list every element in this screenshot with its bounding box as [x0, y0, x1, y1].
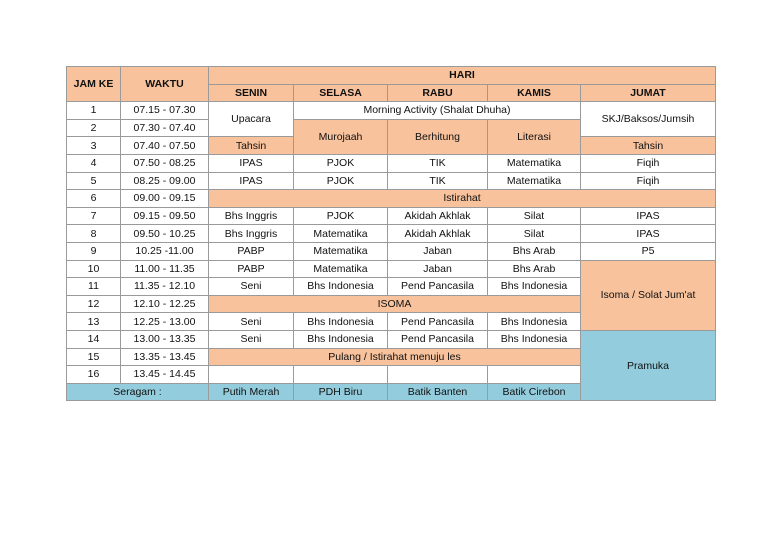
cell-subject: Matematika — [294, 225, 388, 243]
header-jam-ke: JAM KE — [67, 67, 121, 102]
row-time: 07.30 - 07.40 — [121, 119, 209, 137]
cell-subject: Matematika — [488, 172, 581, 190]
row-time: 13.00 - 13.35 — [121, 330, 209, 348]
cell-upacara: Upacara — [209, 102, 294, 137]
row-time: 11.00 - 11.35 — [121, 260, 209, 278]
cell-subject: Seni — [209, 278, 294, 296]
cell-subject: IPAS — [209, 172, 294, 190]
row-time: 10.25 -11.00 — [121, 242, 209, 260]
row-number: 6 — [67, 190, 121, 208]
seragam-rabu: Batik Banten — [388, 383, 488, 401]
cell-tahsin-senin: Tahsin — [209, 137, 294, 155]
row-number: 15 — [67, 348, 121, 366]
row-time: 08.25 - 09.00 — [121, 172, 209, 190]
cell-subject: Fiqih — [581, 172, 716, 190]
cell-subject: Bhs Indonesia — [294, 330, 388, 348]
row-number: 4 — [67, 154, 121, 172]
cell-subject: Silat — [488, 225, 581, 243]
cell-subject: TIK — [388, 154, 488, 172]
cell-subject: Jaban — [388, 260, 488, 278]
cell-isoma-jumat: Isoma / Solat Jum'at — [581, 260, 716, 330]
cell-subject: Pend Pancasila — [388, 313, 488, 331]
cell-subject: Bhs Arab — [488, 242, 581, 260]
header-day-jumat: JUMAT — [581, 84, 716, 102]
cell-empty — [488, 366, 581, 384]
cell-subject: Bhs Inggris — [209, 225, 294, 243]
cell-tahsin-jumat: Tahsin — [581, 137, 716, 155]
cell-subject: PABP — [209, 260, 294, 278]
cell-subject: Bhs Indonesia — [488, 278, 581, 296]
cell-subject: PABP — [209, 242, 294, 260]
row-time: 11.35 - 12.10 — [121, 278, 209, 296]
header-day-selasa: SELASA — [294, 84, 388, 102]
cell-subject: Bhs Indonesia — [488, 313, 581, 331]
row-number: 2 — [67, 119, 121, 137]
cell-jumat-skj: SKJ/Baksos/Jumsih — [581, 102, 716, 137]
row-number: 5 — [67, 172, 121, 190]
cell-subject: Bhs Inggris — [209, 207, 294, 225]
cell-subject: Seni — [209, 330, 294, 348]
cell-subject: PJOK — [294, 207, 388, 225]
cell-subject: Bhs Arab — [488, 260, 581, 278]
row-time: 12.10 - 12.25 — [121, 295, 209, 313]
row-time: 07.40 - 07.50 — [121, 137, 209, 155]
row-number: 10 — [67, 260, 121, 278]
cell-istirahat: Istirahat — [209, 190, 716, 208]
row-number: 3 — [67, 137, 121, 155]
cell-subject: Matematika — [294, 260, 388, 278]
row-number: 14 — [67, 330, 121, 348]
cell-empty — [209, 366, 294, 384]
header-hari: HARI — [209, 67, 716, 85]
row-number: 9 — [67, 242, 121, 260]
cell-subject: Seni — [209, 313, 294, 331]
cell-subject: P5 — [581, 242, 716, 260]
cell-pramuka: Pramuka — [581, 330, 716, 400]
row-time: 09.50 - 10.25 — [121, 225, 209, 243]
row-number: 7 — [67, 207, 121, 225]
cell-empty — [294, 366, 388, 384]
cell-subject: Pend Pancasila — [388, 278, 488, 296]
cell-berhitung: Berhitung — [388, 119, 488, 154]
cell-subject: Matematika — [488, 154, 581, 172]
cell-isoma: ISOMA — [209, 295, 581, 313]
cell-literasi: Literasi — [488, 119, 581, 154]
row-number: 12 — [67, 295, 121, 313]
seragam-senin: Putih Merah — [209, 383, 294, 401]
row-number: 13 — [67, 313, 121, 331]
row-number: 1 — [67, 102, 121, 120]
row-time: 09.00 - 09.15 — [121, 190, 209, 208]
header-day-rabu: RABU — [388, 84, 488, 102]
cell-morning-activity: Morning Activity (Shalat Dhuha) — [294, 102, 581, 120]
cell-subject: Fiqih — [581, 154, 716, 172]
cell-empty — [388, 366, 488, 384]
cell-subject: Jaban — [388, 242, 488, 260]
cell-subject: Pend Pancasila — [388, 330, 488, 348]
cell-subject: Akidah Akhlak — [388, 225, 488, 243]
cell-subject: IPAS — [209, 154, 294, 172]
cell-subject: TIK — [388, 172, 488, 190]
cell-subject: Matematika — [294, 242, 388, 260]
cell-subject: Bhs Indonesia — [488, 330, 581, 348]
cell-subject: Silat — [488, 207, 581, 225]
cell-subject: Akidah Akhlak — [388, 207, 488, 225]
cell-subject: IPAS — [581, 207, 716, 225]
header-day-senin: SENIN — [209, 84, 294, 102]
cell-subject: Bhs Indonesia — [294, 278, 388, 296]
row-time: 07.15 - 07.30 — [121, 102, 209, 120]
row-time: 09.15 - 09.50 — [121, 207, 209, 225]
row-time: 13.35 - 13.45 — [121, 348, 209, 366]
row-time: 12.25 - 13.00 — [121, 313, 209, 331]
seragam-selasa: PDH Biru — [294, 383, 388, 401]
header-waktu: WAKTU — [121, 67, 209, 102]
row-number: 8 — [67, 225, 121, 243]
row-number: 16 — [67, 366, 121, 384]
header-day-kamis: KAMIS — [488, 84, 581, 102]
row-time: 07.50 - 08.25 — [121, 154, 209, 172]
row-number: 11 — [67, 278, 121, 296]
row-time: 13.45 - 14.45 — [121, 366, 209, 384]
cell-subject: IPAS — [581, 225, 716, 243]
cell-subject: PJOK — [294, 172, 388, 190]
cell-subject: PJOK — [294, 154, 388, 172]
seragam-label: Seragam : — [67, 383, 209, 401]
cell-subject: Bhs Indonesia — [294, 313, 388, 331]
seragam-kamis: Batik Cirebon — [488, 383, 581, 401]
cell-pulang: Pulang / Istirahat menuju les — [209, 348, 581, 366]
cell-murojaah: Murojaah — [294, 119, 388, 154]
schedule-table — [66, 66, 716, 401]
